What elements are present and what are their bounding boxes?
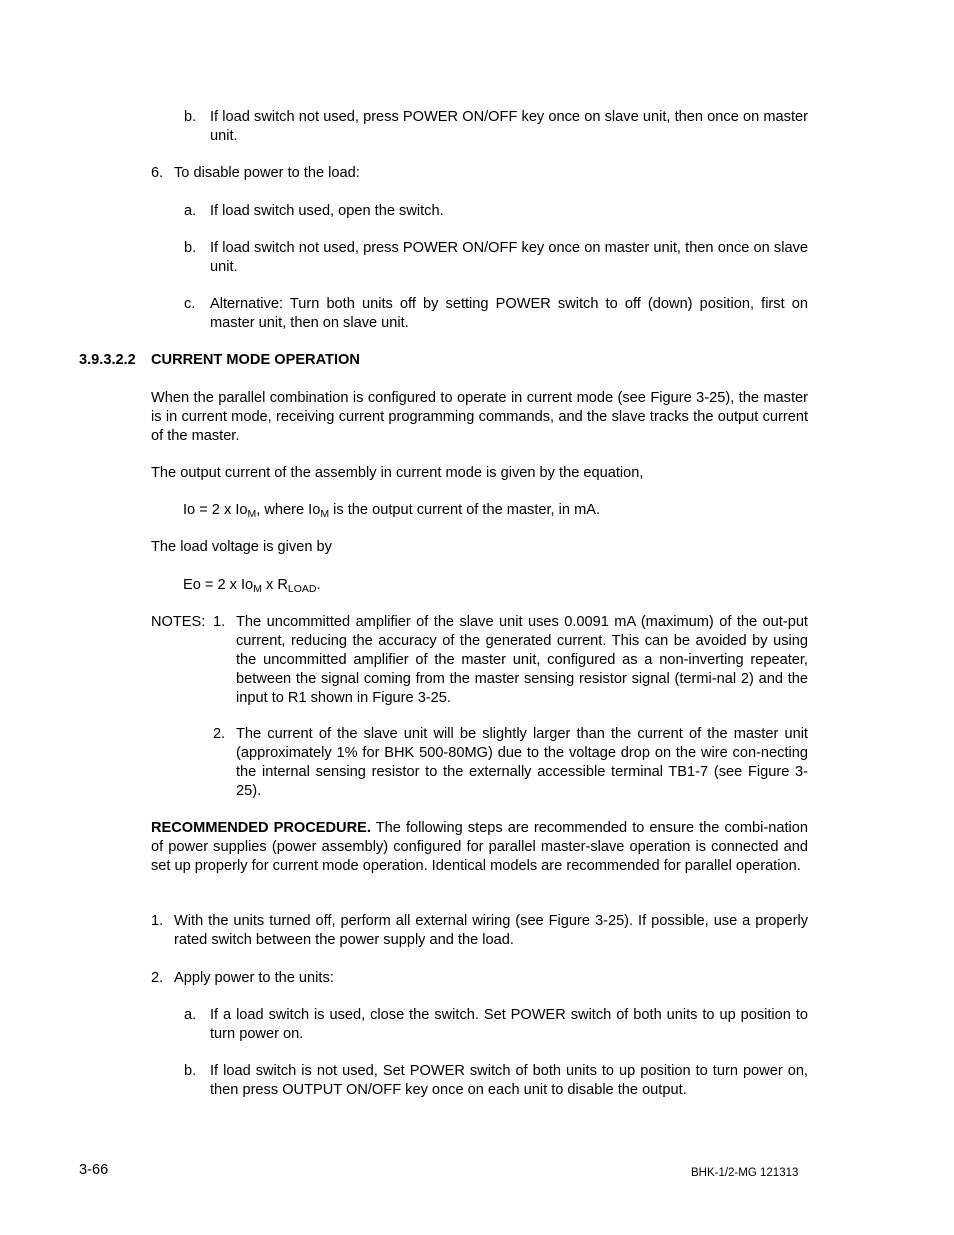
equation-intro: The output current of the assembly in current mode is given by the equation, — [151, 465, 644, 481]
note-text: The uncommitted amplifier of the slave unit uses 0.0091 mA (maximum) of the out-put current, reducing the accuracy of the generated current. This can be avoided by using the uncommitted amplifier of the master unit, configured as a non-inverting repeater, between the signal coming from the master sensing resistor signal (termi-nal 2) and the input to R1 shown in Figure 3-25. — [236, 614, 808, 706]
list-item-text: Alternative: Turn both units off by setting POWER switch to off (down) position, first on master unit, then on slave unit. — [210, 296, 808, 331]
step-text: Apply power to the units: — [174, 970, 334, 986]
list-marker: c. — [184, 296, 196, 312]
step-text: To disable power to the load: — [174, 165, 360, 181]
procedure-text: The following steps are recommended to ensure the combi-nation of power supplies (power assembly) configured for parallel master-slave operation is connected and set up properly for current mode operation. Identical models are recommended for parallel operation. — [151, 820, 809, 874]
procedure-paragraph — [151, 819, 808, 876]
procedure-heading: RECOMMENDED PROCEDURE. — [151, 820, 371, 836]
list-marker: a. — [184, 1007, 197, 1023]
list-item-text: If load switch is not used, Set POWER switch of both units to up position to turn power on, then press OUTPUT ON/OFF key once on each unit to disable the output. — [210, 1063, 808, 1098]
list-marker: a. — [184, 203, 197, 219]
step-text: With the units turned off, perform all external wiring (see Figure 3-25). If possible, use a properly rated switch between the power supply and the load. — [174, 913, 808, 948]
load-voltage-intro: The load voltage is given by — [151, 539, 332, 555]
intro-paragraph: When the parallel combination is configured to operate in current mode (see Figure 3-25), the master is in current mode, receiving current programming commands, and the slave tracks the output current of the master. — [151, 390, 808, 444]
list-item-text: If a load switch is used, close the switch. Set POWER switch of both units to up position to turn power on. — [210, 1007, 808, 1042]
list-item-text: If load switch not used, press POWER ON/OFF key once on slave unit, then once on master unit. — [210, 109, 808, 144]
list-marker: b. — [184, 109, 197, 125]
document-id: BHK-1/2-MG 121313 — [691, 1167, 799, 1179]
list-marker: b. — [184, 240, 197, 256]
step-number: 6. — [151, 165, 164, 181]
list-marker: b. — [184, 1063, 197, 1079]
notes-label: NOTES: — [151, 614, 206, 630]
equation-output-current: Io = 2 x $Io_M$, where $Io_M$ is the output current of the master, in mA. — [183, 502, 601, 520]
note-text: The current of the slave unit will be slightly larger than the current of the master unit (approximately 1% for BHK 500-80MG) due to the voltage drop on the wire con-necting the internal sensing resistor to the externally accessible terminal TB1-7 (see Figure 3-25). — [236, 726, 808, 799]
page-number: 3-66 — [79, 1162, 109, 1178]
note-number: 1. — [213, 614, 226, 630]
equation-load-voltage: Eo = 2 x $Io_M$ x $R_{LOAD}$. — [183, 577, 321, 595]
section-title: CURRENT MODE OPERATION — [151, 352, 360, 368]
step-number: 2. — [151, 970, 164, 986]
step-number: 1. — [151, 913, 164, 929]
note-number: 2. — [213, 726, 226, 742]
section-number: 3.9.3.2.2 — [79, 352, 136, 368]
list-item-text: If load switch used, open the switch. — [210, 203, 444, 219]
list-item-text: If load switch not used, press POWER ON/OFF key once on master unit, then once on slave unit. — [210, 240, 808, 275]
